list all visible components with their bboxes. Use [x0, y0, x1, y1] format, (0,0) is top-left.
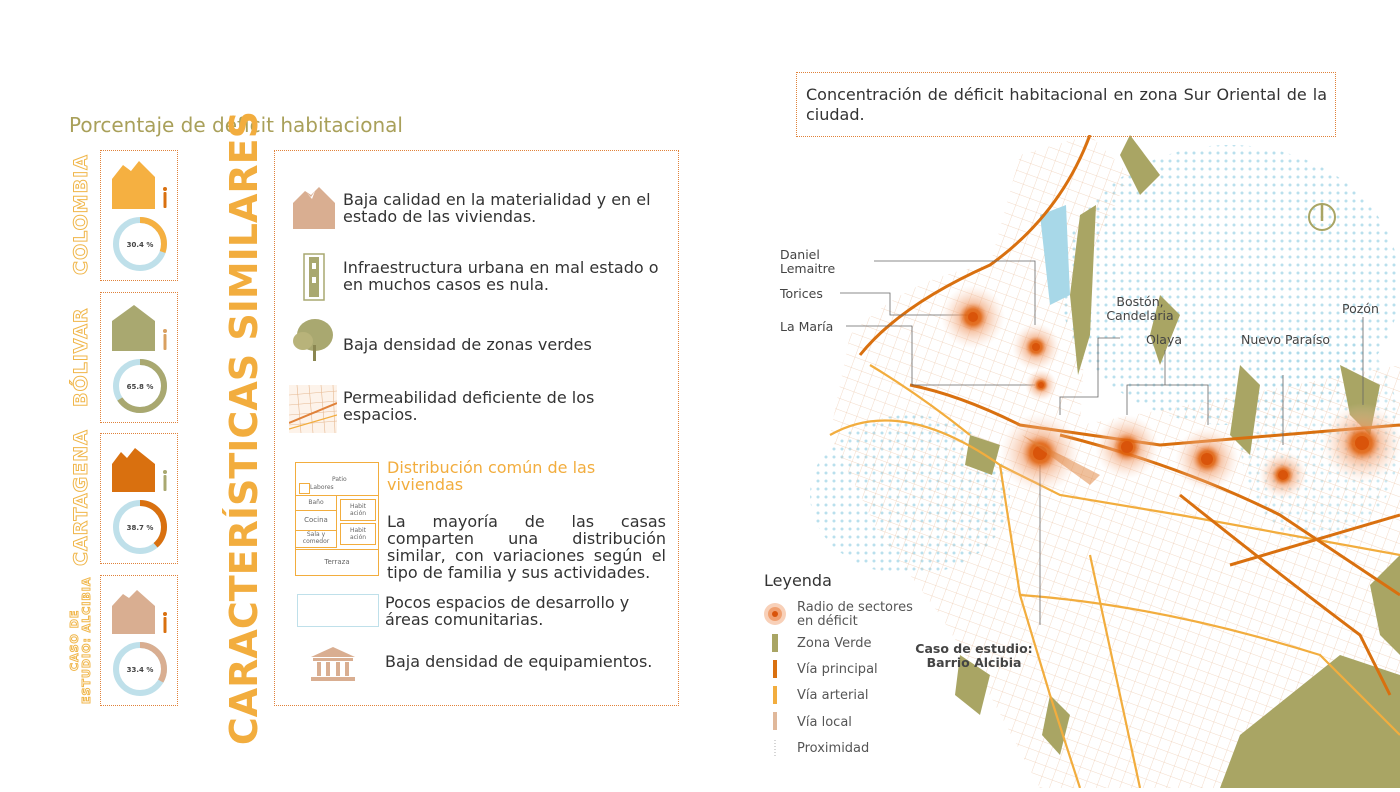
map-title: Concentración de déficit habitacional en zona Sur Oriental de la ciudad. — [796, 72, 1336, 137]
section-title: CARACTERÍSTICAS SIMILARES — [222, 110, 266, 746]
feature-5-body: La mayoría de las casas comparten una distribución similar, con variaciones según el tipo de familia y sus actividades. — [387, 512, 666, 582]
case-study-label: Caso de estudio: Barrio Alcibia — [915, 641, 1033, 670]
feature-6: Pocos espacios de desarrollo y áreas comunitarias. — [385, 593, 630, 629]
legend-via-principal: Vía principal — [797, 662, 878, 677]
feature-3: Baja densidad de zonas verdes — [343, 335, 592, 354]
region-label-bolivar: BÓLIVAR — [70, 307, 92, 407]
region-card-case-study — [100, 575, 178, 706]
plan-labores: Labores — [310, 484, 334, 491]
damaged-house-icon — [291, 185, 337, 231]
house-icon — [112, 161, 155, 209]
feature-7: Baja densidad de equipamientos. — [385, 652, 653, 671]
feature-5-title: Distribución común de las viviendas — [387, 458, 596, 494]
legend-title: Leyenda — [764, 571, 832, 590]
person-icon — [163, 187, 167, 208]
percent-text: 33.4 % — [126, 666, 154, 674]
plan-bano: Baño — [296, 496, 337, 511]
feature-1: Baja calidad en la materialidad y en el estado de las viviendas. — [343, 190, 651, 226]
legend-symbols — [762, 602, 788, 762]
place-daniel-lemaitre: Daniel Lemaitre — [780, 247, 836, 276]
street-grid-icon — [289, 385, 337, 433]
percent-text: 38.7 % — [126, 524, 154, 532]
feature-2: Infraestructura urbana en mal estado o en muchos casos es nula. — [343, 258, 659, 294]
region-graphic — [101, 434, 177, 563]
region-graphic — [101, 576, 177, 705]
legend-proximidad: Proximidad — [797, 741, 870, 756]
place-pozon: Pozón — [1342, 301, 1379, 316]
place-boston-candelaria: Bostón, Candelaria — [1106, 294, 1174, 323]
tree-icon — [289, 315, 337, 363]
person-icon — [163, 470, 167, 491]
region-label-cartagena: CARTAGENA — [70, 429, 92, 567]
region-card-bolivar — [100, 292, 178, 423]
legend-zona-verde: Zona Verde — [797, 636, 872, 651]
plan-terraza: Terraza — [296, 549, 378, 576]
region-graphic — [101, 151, 177, 280]
house-icon — [112, 305, 155, 351]
region-graphic — [101, 293, 177, 422]
percent-text: 65.8 % — [126, 383, 154, 391]
house-icon — [112, 448, 155, 492]
region-card-colombia — [100, 150, 178, 281]
legend-via-local: Vía local — [797, 715, 852, 730]
place-la-maria: La María — [780, 319, 834, 334]
plan-sala: Sala y comedor — [296, 531, 337, 548]
region-label-case-study: CASO DE ESTUDIO: ALCIBIA — [68, 576, 93, 704]
legend-via-arterial: Vía arterial — [797, 688, 869, 703]
community-area-icon — [297, 594, 379, 627]
person-icon — [163, 329, 167, 350]
legend-radio: Radio de sectores en déficit — [797, 600, 913, 629]
region-label-colombia: COLOMBIA — [70, 154, 92, 276]
deficit-title: Porcentaje de déficit habitacional — [69, 113, 403, 137]
percent-text: 30.4 % — [126, 241, 154, 249]
building-icon — [309, 645, 357, 683]
place-torices: Torices — [780, 286, 823, 301]
road-icon — [303, 253, 325, 301]
place-nuevo-paraiso: Nuevo Paraíso — [1241, 332, 1331, 347]
person-icon — [163, 612, 167, 633]
plan-hab2: Habit ación — [340, 523, 376, 545]
floor-plan — [295, 462, 379, 576]
plan-cocina: Cocina — [296, 511, 337, 531]
plan-hab1: Habit ación — [340, 499, 376, 521]
region-card-cartagena — [100, 433, 178, 564]
place-olaya: Olaya — [1146, 332, 1183, 347]
features-box — [274, 150, 679, 706]
house-icon — [112, 590, 155, 634]
feature-4: Permeabilidad deficiente de los espacios. — [343, 388, 595, 424]
plan-patio: Patio — [296, 463, 378, 496]
